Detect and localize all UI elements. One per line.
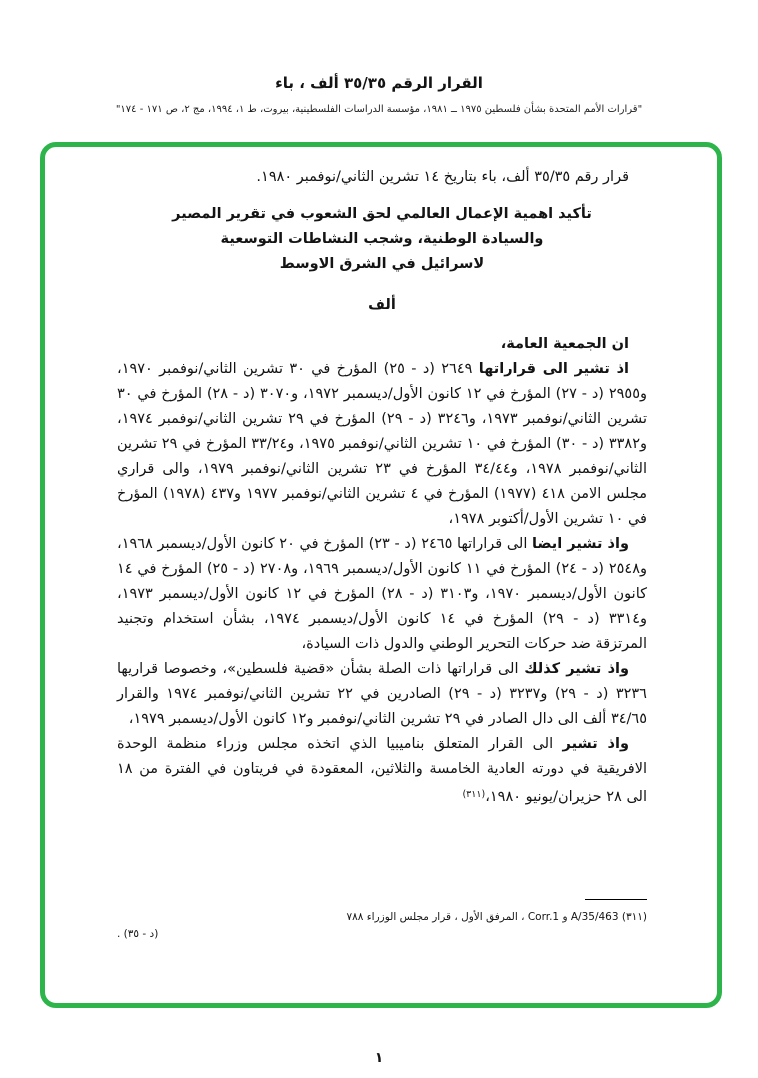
document-title: القرار الرقم ٣٥/٣٥ ألف ، باء bbox=[275, 74, 483, 92]
paragraph-3-lead: واذ تشير كذلك bbox=[524, 661, 629, 677]
resolution-intro-line: قرار رقم ٣٥/٣٥ ألف، باء بتاريخ ١٤ تشرين الثاني/نوفمبر ١٩٨٠. bbox=[256, 169, 629, 185]
footnote-line-2: (د - ٣٥) . bbox=[117, 928, 159, 940]
paragraph-2-lead: واذ تشير ايضا bbox=[532, 536, 629, 552]
heading-line-1: تأكيد اهمية الإعمال العالمي لحق الشعوب في تقرير المصير bbox=[172, 206, 592, 222]
paragraph-1-lead: اذ تشير الى قراراتها bbox=[478, 361, 629, 377]
document-frame bbox=[40, 142, 722, 1008]
heading-line-2: والسيادة الوطنية، وشجب النشاطات التوسعية bbox=[220, 231, 544, 247]
preamble-paragraph-2 bbox=[117, 532, 647, 657]
page-header bbox=[0, 74, 758, 115]
heading-line-3: لاسرائيل في الشرق الاوسط bbox=[279, 256, 485, 272]
footnote-separator-rule bbox=[585, 899, 647, 900]
paragraph-4-lead: واذ تشير bbox=[562, 736, 629, 752]
footnote-block bbox=[117, 899, 647, 943]
paragraph-1-text: ٢٦٤٩ (د - ٢٥) المؤرخ في ٣٠ تشرين الثاني/نوفمبر ١٩٧٠، و٢٩٥٥ (د - ٢٧) المؤرخ في ١٢ كانون الأول/ديسمبر ١٩٧٢، و٣٠٧٠ (د - ٢٨) المؤرخ في ٣٠ تشرين الثاني/نوفمبر ١٩٧٣، و٣٢٤٦ (د - ٢٩) المؤرخ في ٢٩ تشرين الثاني/نوفمبر ١٩٧٤، و٣٣٨٢ (د - ٣٠) المؤرخ في ١٠ تشرين الثاني/نوفمبر ١٩٧٥، و٣٣/٢٤ المؤرخ في ٢٩ تشرين الثاني/نوفمبر ١٩٧٨، و٣٤/٤٤ المؤرخ في ٢٣ تشرين الثاني/نوفمبر ١٩٧٩، والى قراري مجلس الامن ٤١٨ (١٩٧٧) المؤرخ في ٤ تشرين الثاني/نوفمبر ١٩٧٧ و٤٣٧ (١٩٧٨) المؤرخ في ١٠ تشرين الأول/أكتوبر ١٩٧٨، bbox=[117, 361, 647, 527]
paragraph-2-text: الى قراراتها ٢٤٦٥ (د - ٢٣) المؤرخ في ٢٠ كانون الأول/ديسمبر ١٩٦٨، و٢٥٤٨ (د - ٢٤) المؤرخ في ١١ كانون الأول/ديسمبر ١٩٦٩، و٢٧٠٨ (د - ٢٥) المؤرخ في ١٤ كانون الأول/ديسمبر ١٩٧٠، و٣١٠٣ (د - ٢٨) المؤرخ في ١٢ كانون الأول/ديسمبر ١٩٧٣، و٣٣١٤ (د - ٢٩) المؤرخ في ١٤ كانون الأول/ديسمبر ١٩٧٤، بشأن استخدام وتجنيد المرتزقة ضد حركات التحرير الوطني والدول ذات السيادة، bbox=[117, 536, 648, 652]
assembly-line: ان الجمعية العامة، bbox=[500, 336, 629, 352]
preamble-paragraph-1 bbox=[117, 357, 647, 532]
footnote-line-1: (٣١١) A/35/463 و Corr.1 ، المرفق الأول ، قرار مجلس الوزراء ٧٨٨ bbox=[346, 911, 647, 923]
document-content bbox=[117, 165, 647, 810]
resolution-heading bbox=[117, 202, 647, 277]
paragraph-3-text: الى قراراتها ذات الصلة بشأن «قضية فلسطين»، وخصوصا قراريها ٣٢٣٦ (د - ٢٩) و٣٢٣٧ (د - ٢٩) الصادرين في ٢٢ تشرين الثاني/نوفمبر ١٩٧٤ والقرار ٣٤/٦٥ ألف الى دال الصادر في ٢٩ تشرين الثاني/نوفمبر و١٢ كانون الأول/ديسمبر ١٩٧٩، bbox=[117, 661, 647, 727]
preamble-paragraph-4 bbox=[117, 732, 647, 810]
page-number: ١ bbox=[374, 1050, 384, 1066]
footnote-reference-marker: (٣١١) bbox=[462, 789, 486, 800]
paragraph-4-text: الى القرار المتعلق بناميبيا الذي اتخذه مجلس وزراء منظمة الوحدة الافريقية في دورته العادية الخامسة والثلاثين، المعقودة في فريتاون في الفترة من ١٨ الى ٢٨ حزيران/يونيو ١٩٨٠، bbox=[117, 736, 647, 805]
section-letter: ألف bbox=[368, 297, 396, 313]
preamble-paragraph-3 bbox=[117, 657, 647, 732]
source-citation: "قرارات الأمم المتحدة بشأن فلسطين ١٩٧٥ ــ ١٩٨١، مؤسسة الدراسات الفلسطينية، بيروت، ط ١، ١٩٩٤، مج ٢، ص ١٧١ - ١٧٤" bbox=[115, 104, 643, 115]
